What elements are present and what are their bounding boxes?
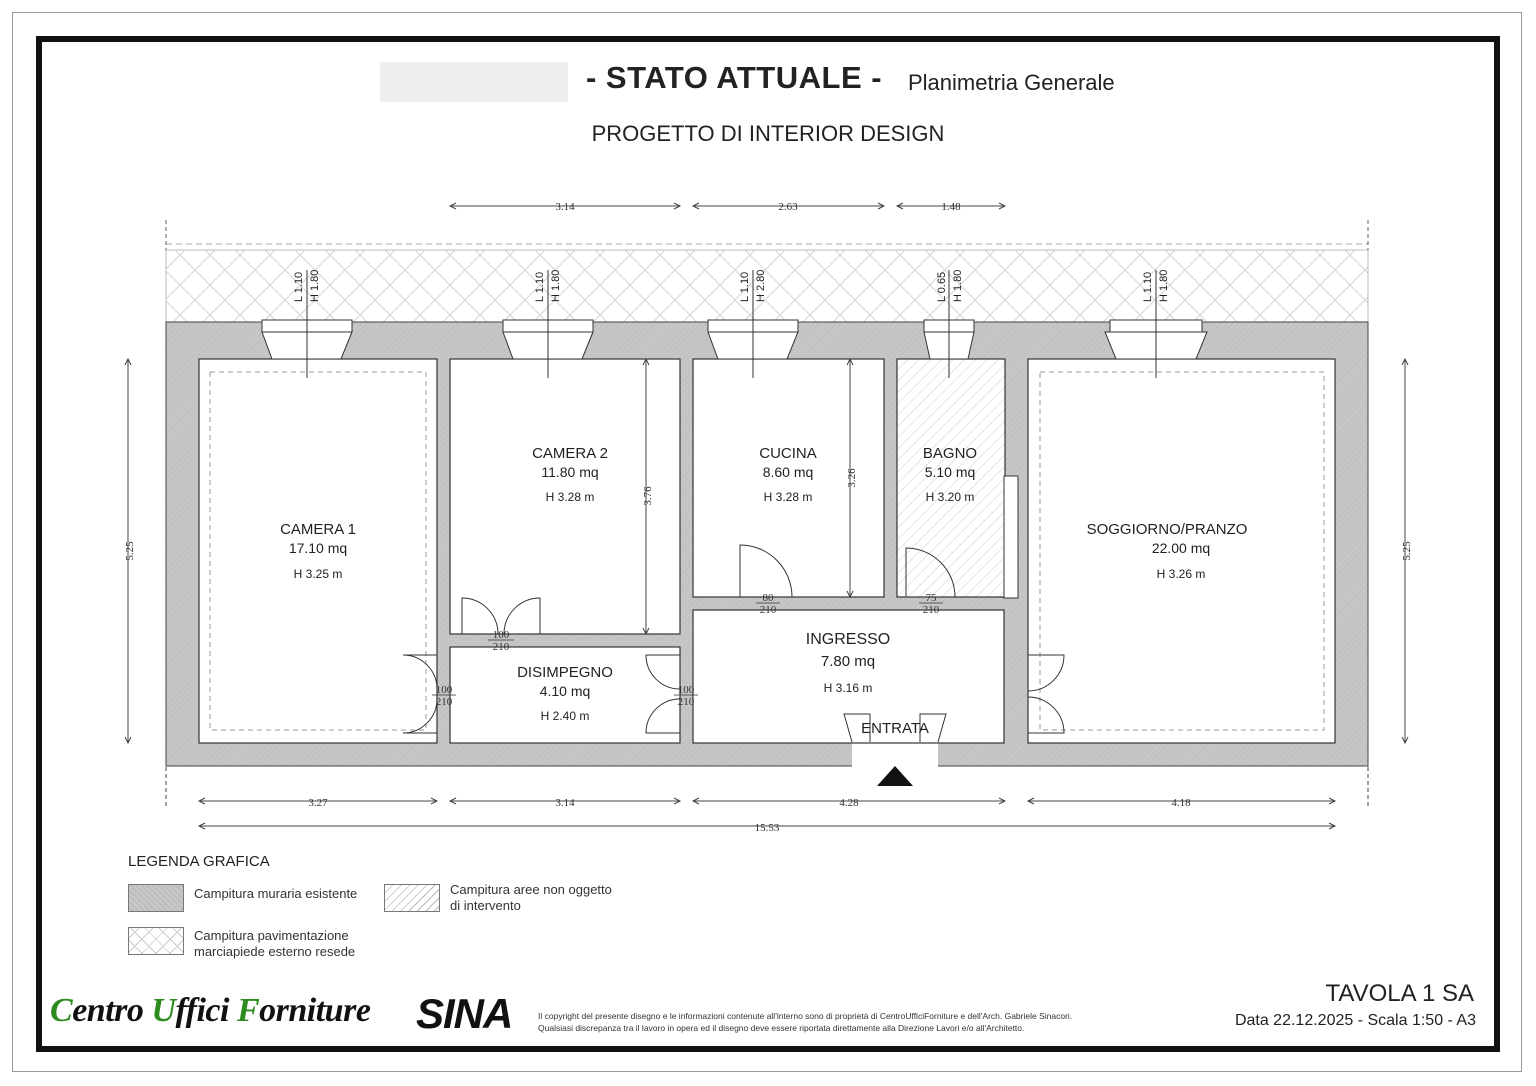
dim-cucina-height: 3.26 xyxy=(846,468,858,488)
door-cucina-h: 210 xyxy=(759,604,777,616)
camera1-name: CAMERA 1 xyxy=(280,521,356,538)
dim-bottom-1: 3.27 xyxy=(308,797,328,809)
title-sub: Planimetria Generale xyxy=(908,70,1115,95)
window-1-l: L 1.10 xyxy=(293,271,305,302)
copyright-line-2: Qualsiasi discrepanza tra il lavoro in opera ed il disegno deve essere riportata direttamente alla Direzione Lavori e/o all'Architetto. xyxy=(538,1023,1025,1033)
legend-hatch-label-1: Campitura aree non oggetto xyxy=(450,882,612,897)
bagno-height: H 3.20 m xyxy=(925,490,975,504)
ingresso-height: H 3.16 m xyxy=(823,681,873,695)
dim-total: 15.53 xyxy=(754,822,780,834)
camera2-area: 11.80 mq xyxy=(541,464,599,480)
camera1-height: H 3.25 m xyxy=(293,567,343,581)
date-scale-label: Data 22.12.2025 - Scala 1:50 - A3 xyxy=(1234,1012,1476,1029)
title-main: - STATO ATTUALE - xyxy=(586,60,883,95)
door-disimpegno-w: 100 xyxy=(677,684,695,696)
ingresso-area: 7.80 mq xyxy=(820,653,876,670)
door-camera2-h: 210 xyxy=(492,641,510,653)
window-1-h: H 1.80 xyxy=(309,269,321,302)
camera2-name: CAMERA 2 xyxy=(532,445,608,462)
soggiorno-name: SOGGIORNO/PRANZO xyxy=(1086,521,1248,538)
disimpegno-height: H 2.40 m xyxy=(540,709,590,723)
bagno-name: BAGNO xyxy=(922,445,978,462)
window-3-l: L 1.10 xyxy=(739,271,751,302)
door-bagno-w: 75 xyxy=(925,592,937,604)
window-2-l: L 1.10 xyxy=(534,271,546,302)
sina-logo: SINA xyxy=(416,990,513,1037)
entrata-label: ENTRATA xyxy=(861,720,929,737)
soggiorno-height: H 3.26 m xyxy=(1156,567,1206,581)
dim-left-height: 5.25 xyxy=(124,541,136,561)
door-bagno-h: 210 xyxy=(922,604,940,616)
copyright-line-1: Il copyright del presente disegno e le informazioni contenute all'interno sono di proprietà di CentroUfficiForniture e dell'Arch. Gabriele Sinacori. xyxy=(538,1011,1073,1021)
tavola-label: TAVOLA 1 SA xyxy=(1325,980,1474,1007)
legend-title: LEGENDA GRAFICA xyxy=(128,853,270,870)
entrance-arrow-icon xyxy=(877,766,913,786)
window-5-l: L 1.10 xyxy=(1142,271,1154,302)
legend-hatch-swatch xyxy=(384,884,440,912)
ingresso-name: INGRESSO xyxy=(805,631,891,648)
bagno-area: 5.10 mq xyxy=(924,464,976,480)
paving-strip xyxy=(166,250,1368,322)
soggiorno-area: 22.00 mq xyxy=(1151,540,1211,556)
dim-bottom-2: 3.14 xyxy=(555,797,575,809)
door-disimpegno-h: 210 xyxy=(677,696,695,708)
window-4-l: L 0.65 xyxy=(936,271,948,302)
legend-paving-swatch xyxy=(128,927,184,955)
door-cucina-w: 80 xyxy=(762,592,774,604)
copyright-text xyxy=(538,1010,1118,1034)
dim-top-1: 3.14 xyxy=(555,201,575,213)
disimpegno-area: 4.10 mq xyxy=(539,683,591,699)
window-2-h: H 1.80 xyxy=(550,269,562,302)
cucina-name: CUCINA xyxy=(759,445,817,462)
dim-top-3: 1.48 xyxy=(941,201,961,213)
door-camera2-w: 100 xyxy=(492,629,510,641)
door-camera1-h: 210 xyxy=(435,696,453,708)
legend-wall-label: Campitura muraria esistente xyxy=(194,886,358,901)
ingresso-shape xyxy=(693,610,1004,743)
dim-camera2-height: 3.76 xyxy=(642,486,654,506)
subtitle: PROGETTO DI INTERIOR DESIGN xyxy=(591,121,945,146)
centro-uffici-forniture-logo: Centro Uffici Forniture xyxy=(50,992,371,1029)
legend-wall-swatch xyxy=(128,884,184,912)
dim-right-height: 5.25 xyxy=(1401,541,1413,561)
camera2-height: H 3.28 m xyxy=(545,490,595,504)
legend-hatch-label-2: di intervento xyxy=(450,898,521,913)
window-4-h: H 1.80 xyxy=(952,269,964,302)
legend-paving-label-1: Campitura pavimentazione xyxy=(194,928,349,943)
dim-bottom-3: 4.28 xyxy=(839,797,859,809)
camera1-area: 17.10 mq xyxy=(288,540,348,556)
dim-top-2: 2.63 xyxy=(778,201,798,213)
cucina-height: H 3.28 m xyxy=(763,490,813,504)
cucina-area: 8.60 mq xyxy=(762,464,814,480)
disimpegno-name: DISIMPEGNO xyxy=(517,664,613,681)
door-camera1-w: 100 xyxy=(435,684,453,696)
legend-paving-label-2: marciapiede esterno resede xyxy=(194,944,356,959)
window-5-h: H 1.80 xyxy=(1158,269,1170,302)
window-3-h: H 2.80 xyxy=(755,269,767,302)
dim-bottom-4: 4.18 xyxy=(1171,797,1191,809)
